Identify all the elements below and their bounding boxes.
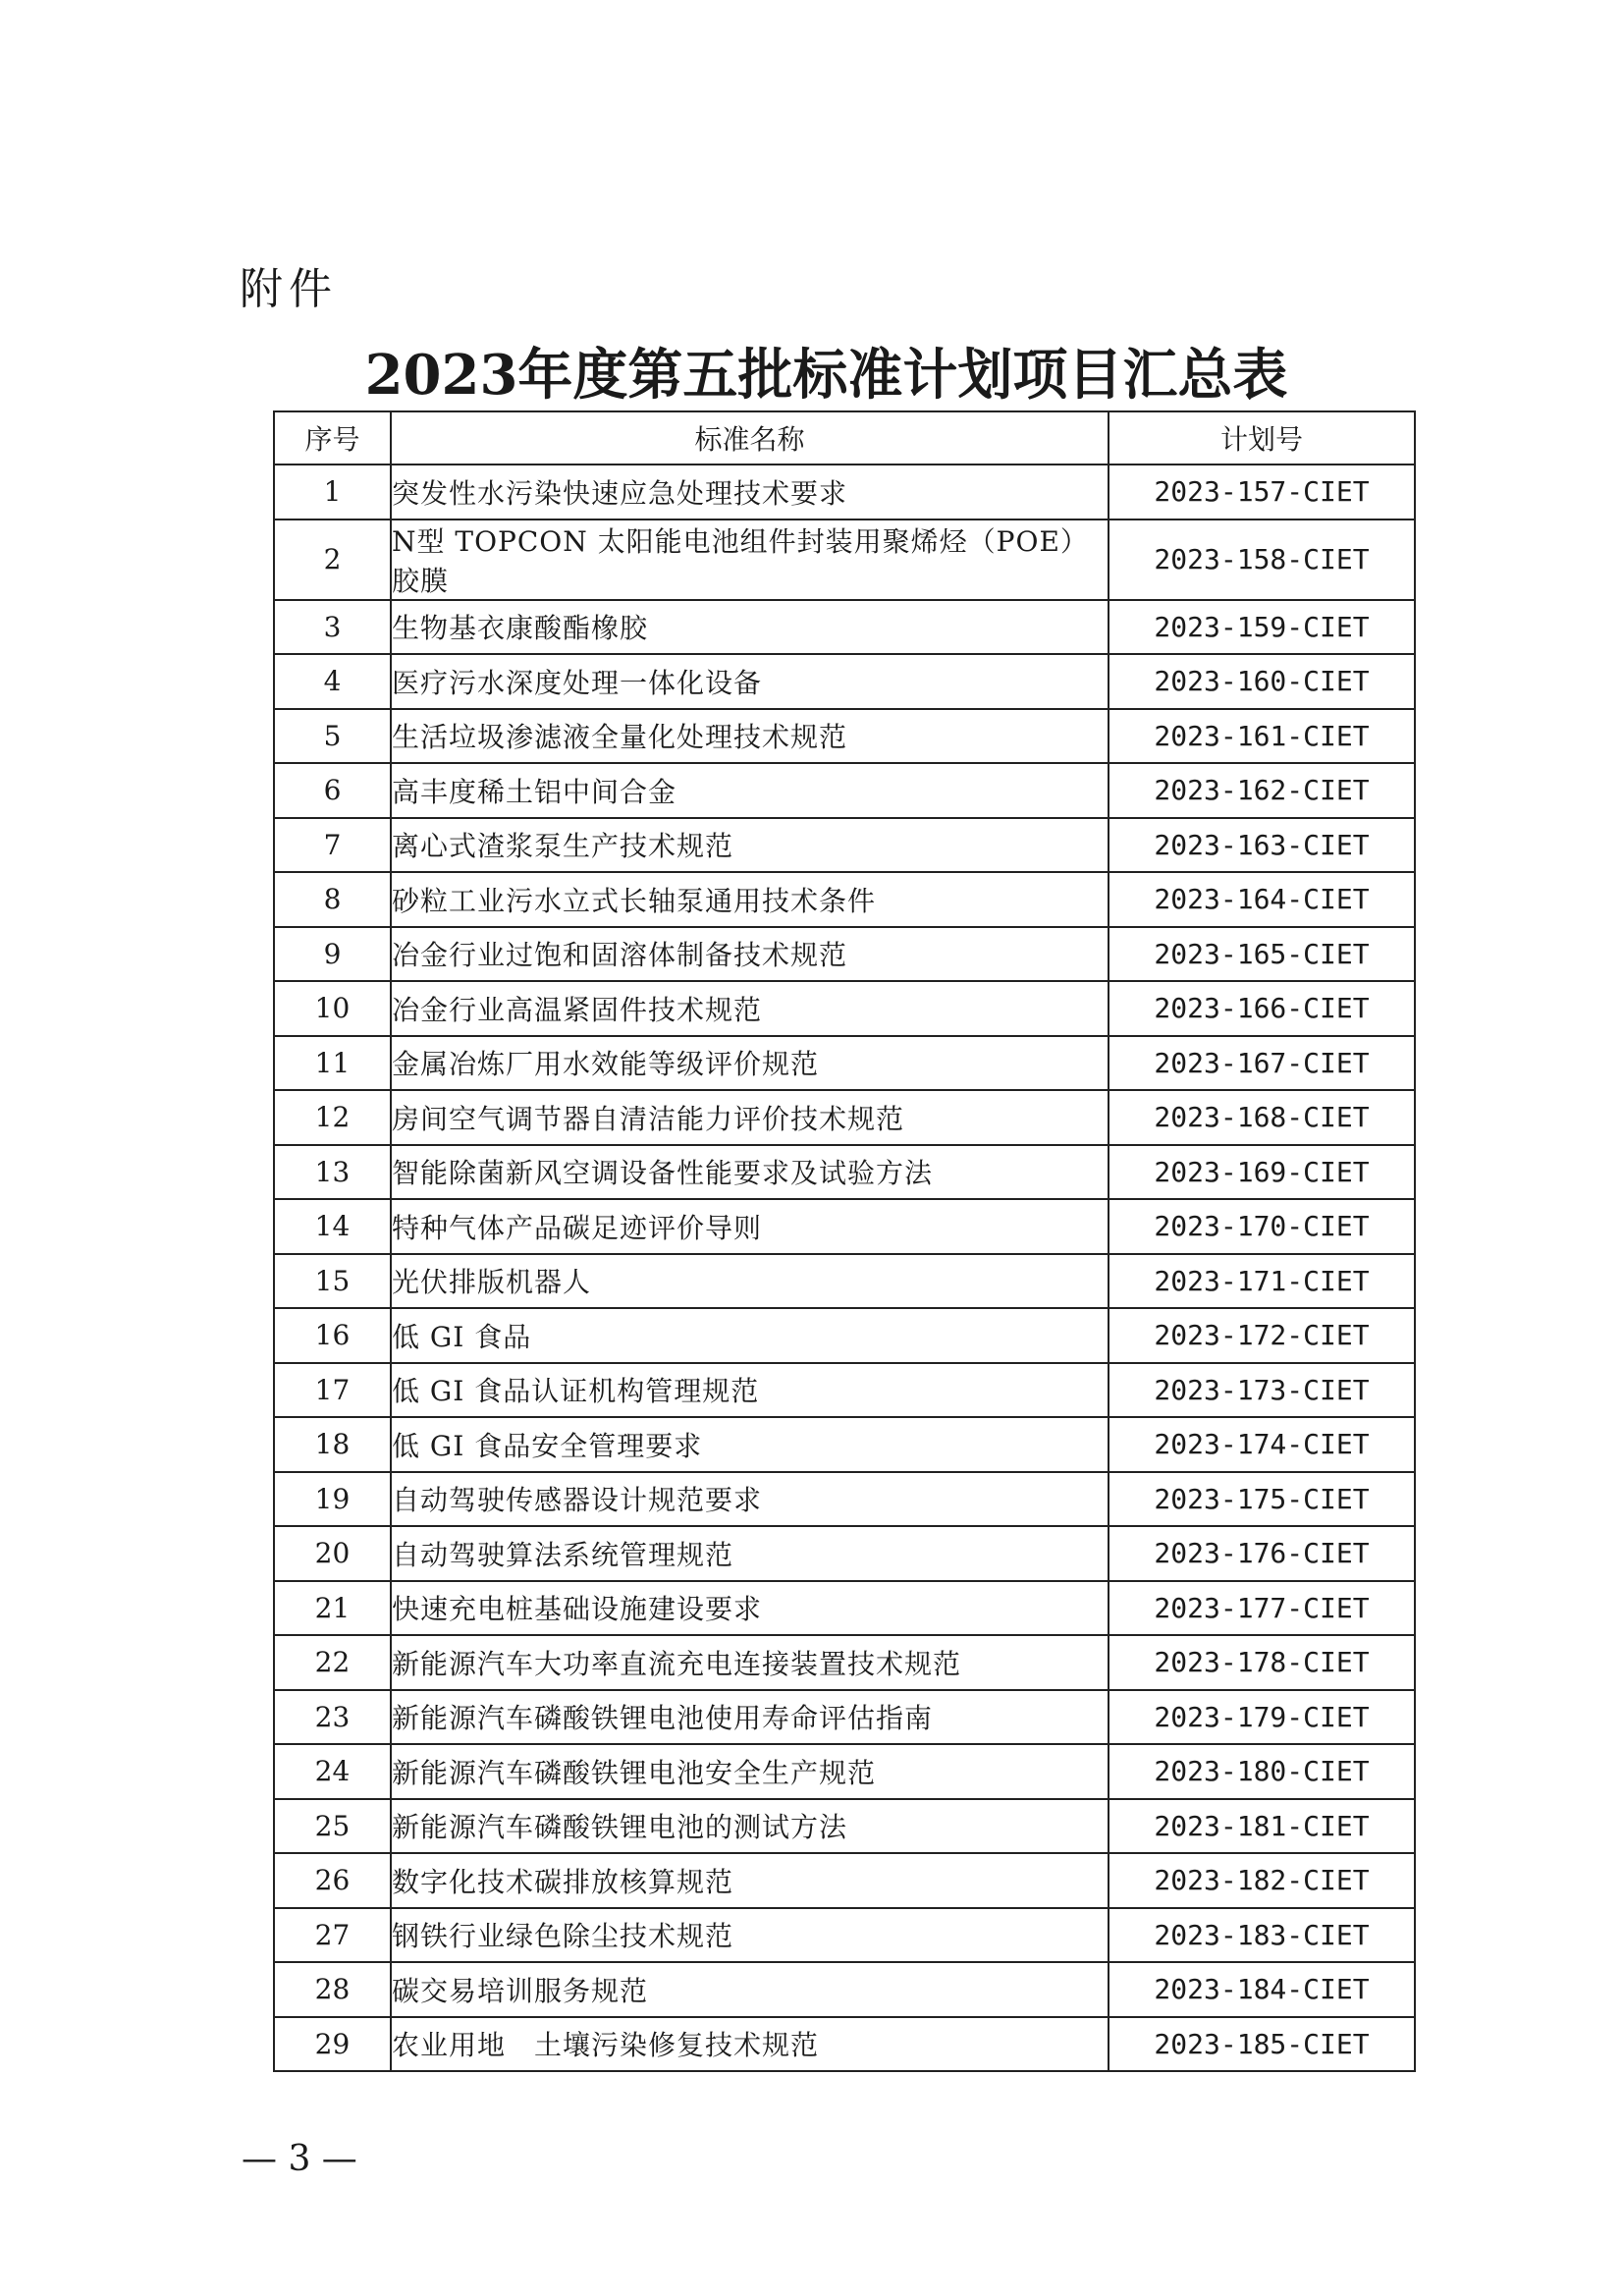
row-seq: 25 [274,1799,391,1854]
row-code: 2023-160-CIET [1109,654,1415,709]
table-row [274,709,1415,764]
table-row [274,981,1415,1036]
row-seq: 20 [274,1526,391,1581]
row-seq: 17 [274,1363,391,1418]
row-seq: 18 [274,1417,391,1472]
row-seq: 3 [274,600,391,655]
row-code: 2023-180-CIET [1109,1744,1415,1799]
table-row [274,763,1415,818]
row-code: 2023-185-CIET [1109,2017,1415,2072]
row-seq: 27 [274,1908,391,1963]
row-name: 冶金行业过饱和固溶体制备技术规范 [391,927,1109,982]
row-name: 低 GI 食品 [391,1308,1109,1363]
row-code: 2023-158-CIET [1109,519,1415,600]
row-name: 新能源汽车磷酸铁锂电池使用寿命评估指南 [391,1690,1109,1745]
row-seq: 11 [274,1036,391,1091]
table-row [274,600,1415,655]
table-row [274,1853,1415,1908]
row-seq: 14 [274,1199,391,1254]
table-row [274,1744,1415,1799]
row-seq: 23 [274,1690,391,1745]
row-name: 离心式渣浆泵生产技术规范 [391,818,1109,873]
row-code: 2023-161-CIET [1109,709,1415,764]
row-code: 2023-164-CIET [1109,872,1415,927]
row-code: 2023-182-CIET [1109,1853,1415,1908]
row-code: 2023-166-CIET [1109,981,1415,1036]
table-body [274,465,1415,2071]
table-header-row [274,411,1415,465]
table-row [274,1363,1415,1418]
row-name: 冶金行业高温紧固件技术规范 [391,981,1109,1036]
row-name: 新能源汽车磷酸铁锂电池安全生产规范 [391,1744,1109,1799]
table-row [274,1472,1415,1527]
row-code: 2023-157-CIET [1109,465,1415,519]
row-code: 2023-181-CIET [1109,1799,1415,1854]
row-code: 2023-172-CIET [1109,1308,1415,1363]
table-row [274,1908,1415,1963]
row-name: 光伏排版机器人 [391,1254,1109,1309]
row-name: 快速充电桩基础设施建设要求 [391,1581,1109,1636]
row-seq: 19 [274,1472,391,1527]
table-row [274,1799,1415,1854]
row-seq: 15 [274,1254,391,1309]
header-name: 标准名称 [391,411,1109,465]
row-seq: 12 [274,1090,391,1145]
row-seq: 10 [274,981,391,1036]
table-row [274,927,1415,982]
row-name: 砂粒工业污水立式长轴泵通用技术条件 [391,872,1109,927]
table-row [274,1199,1415,1254]
table-row [274,1526,1415,1581]
row-name: 房间空气调节器自清洁能力评价技术规范 [391,1090,1109,1145]
row-name: 自动驾驶算法系统管理规范 [391,1526,1109,1581]
row-name: 生物基衣康酸酯橡胶 [391,600,1109,655]
row-name: 碳交易培训服务规范 [391,1962,1109,2017]
row-name: 数字化技术碳排放核算规范 [391,1853,1109,1908]
table-row [274,465,1415,519]
row-code: 2023-173-CIET [1109,1363,1415,1418]
row-name: 新能源汽车大功率直流充电连接装置技术规范 [391,1635,1109,1690]
row-code: 2023-167-CIET [1109,1036,1415,1091]
table-row [274,818,1415,873]
row-code: 2023-179-CIET [1109,1690,1415,1745]
row-name: 特种气体产品碳足迹评价导则 [391,1199,1109,1254]
row-name: 钢铁行业绿色除尘技术规范 [391,1908,1109,1963]
row-seq: 16 [274,1308,391,1363]
row-name: 生活垃圾渗滤液全量化处理技术规范 [391,709,1109,764]
table-row [274,872,1415,927]
row-seq: 5 [274,709,391,764]
row-code: 2023-159-CIET [1109,600,1415,655]
table-row [274,1254,1415,1309]
row-seq: 9 [274,927,391,982]
table-row [274,1036,1415,1091]
row-seq: 13 [274,1145,391,1200]
row-seq: 6 [274,763,391,818]
row-code: 2023-170-CIET [1109,1199,1415,1254]
row-code: 2023-184-CIET [1109,1962,1415,2017]
row-name: 新能源汽车磷酸铁锂电池的测试方法 [391,1799,1109,1854]
table-row [274,1145,1415,1200]
row-seq: 29 [274,2017,391,2072]
row-name: 金属冶炼厂用水效能等级评价规范 [391,1036,1109,1091]
table-row [274,2017,1415,2072]
row-name: 农业用地 土壤污染修复技术规范 [391,2017,1109,2072]
row-code: 2023-165-CIET [1109,927,1415,982]
row-code: 2023-163-CIET [1109,818,1415,873]
page-title: 2023年度第五批标准计划项目汇总表 [364,343,1288,408]
row-name: 高丰度稀土铝中间合金 [391,763,1109,818]
row-code: 2023-178-CIET [1109,1635,1415,1690]
row-name: 医疗污水深度处理一体化设备 [391,654,1109,709]
row-code: 2023-176-CIET [1109,1526,1415,1581]
row-seq: 8 [274,872,391,927]
header-code: 计划号 [1109,411,1415,465]
page-number: — 3 — [242,2139,357,2179]
table-row [274,1690,1415,1745]
row-name: 智能除菌新风空调设备性能要求及试验方法 [391,1145,1109,1200]
row-seq: 4 [274,654,391,709]
row-seq: 28 [274,1962,391,2017]
row-code: 2023-175-CIET [1109,1472,1415,1527]
annex-label: 附件 [240,264,338,314]
row-seq: 24 [274,1744,391,1799]
table-row [274,654,1415,709]
standards-table [273,410,1416,2072]
row-name: N型 TOPCON 太阳能电池组件封装用聚烯烃（POE）胶膜 [391,519,1109,600]
row-seq: 22 [274,1635,391,1690]
row-code: 2023-174-CIET [1109,1417,1415,1472]
row-code: 2023-168-CIET [1109,1090,1415,1145]
table-row [274,1417,1415,1472]
row-name: 自动驾驶传感器设计规范要求 [391,1472,1109,1527]
table-row [274,1581,1415,1636]
row-name: 低 GI 食品安全管理要求 [391,1417,1109,1472]
header-seq: 序号 [274,411,391,465]
row-seq: 26 [274,1853,391,1908]
row-code: 2023-169-CIET [1109,1145,1415,1200]
row-code: 2023-162-CIET [1109,763,1415,818]
row-seq: 21 [274,1581,391,1636]
table-row [274,1308,1415,1363]
row-seq: 1 [274,465,391,519]
row-code: 2023-183-CIET [1109,1908,1415,1963]
row-seq: 7 [274,818,391,873]
row-name: 低 GI 食品认证机构管理规范 [391,1363,1109,1418]
table-row [274,1635,1415,1690]
table-row [274,1090,1415,1145]
row-seq: 2 [274,519,391,600]
table-row [274,519,1415,600]
row-name: 突发性水污染快速应急处理技术要求 [391,465,1109,519]
table-row [274,1962,1415,2017]
row-code: 2023-171-CIET [1109,1254,1415,1309]
row-code: 2023-177-CIET [1109,1581,1415,1636]
